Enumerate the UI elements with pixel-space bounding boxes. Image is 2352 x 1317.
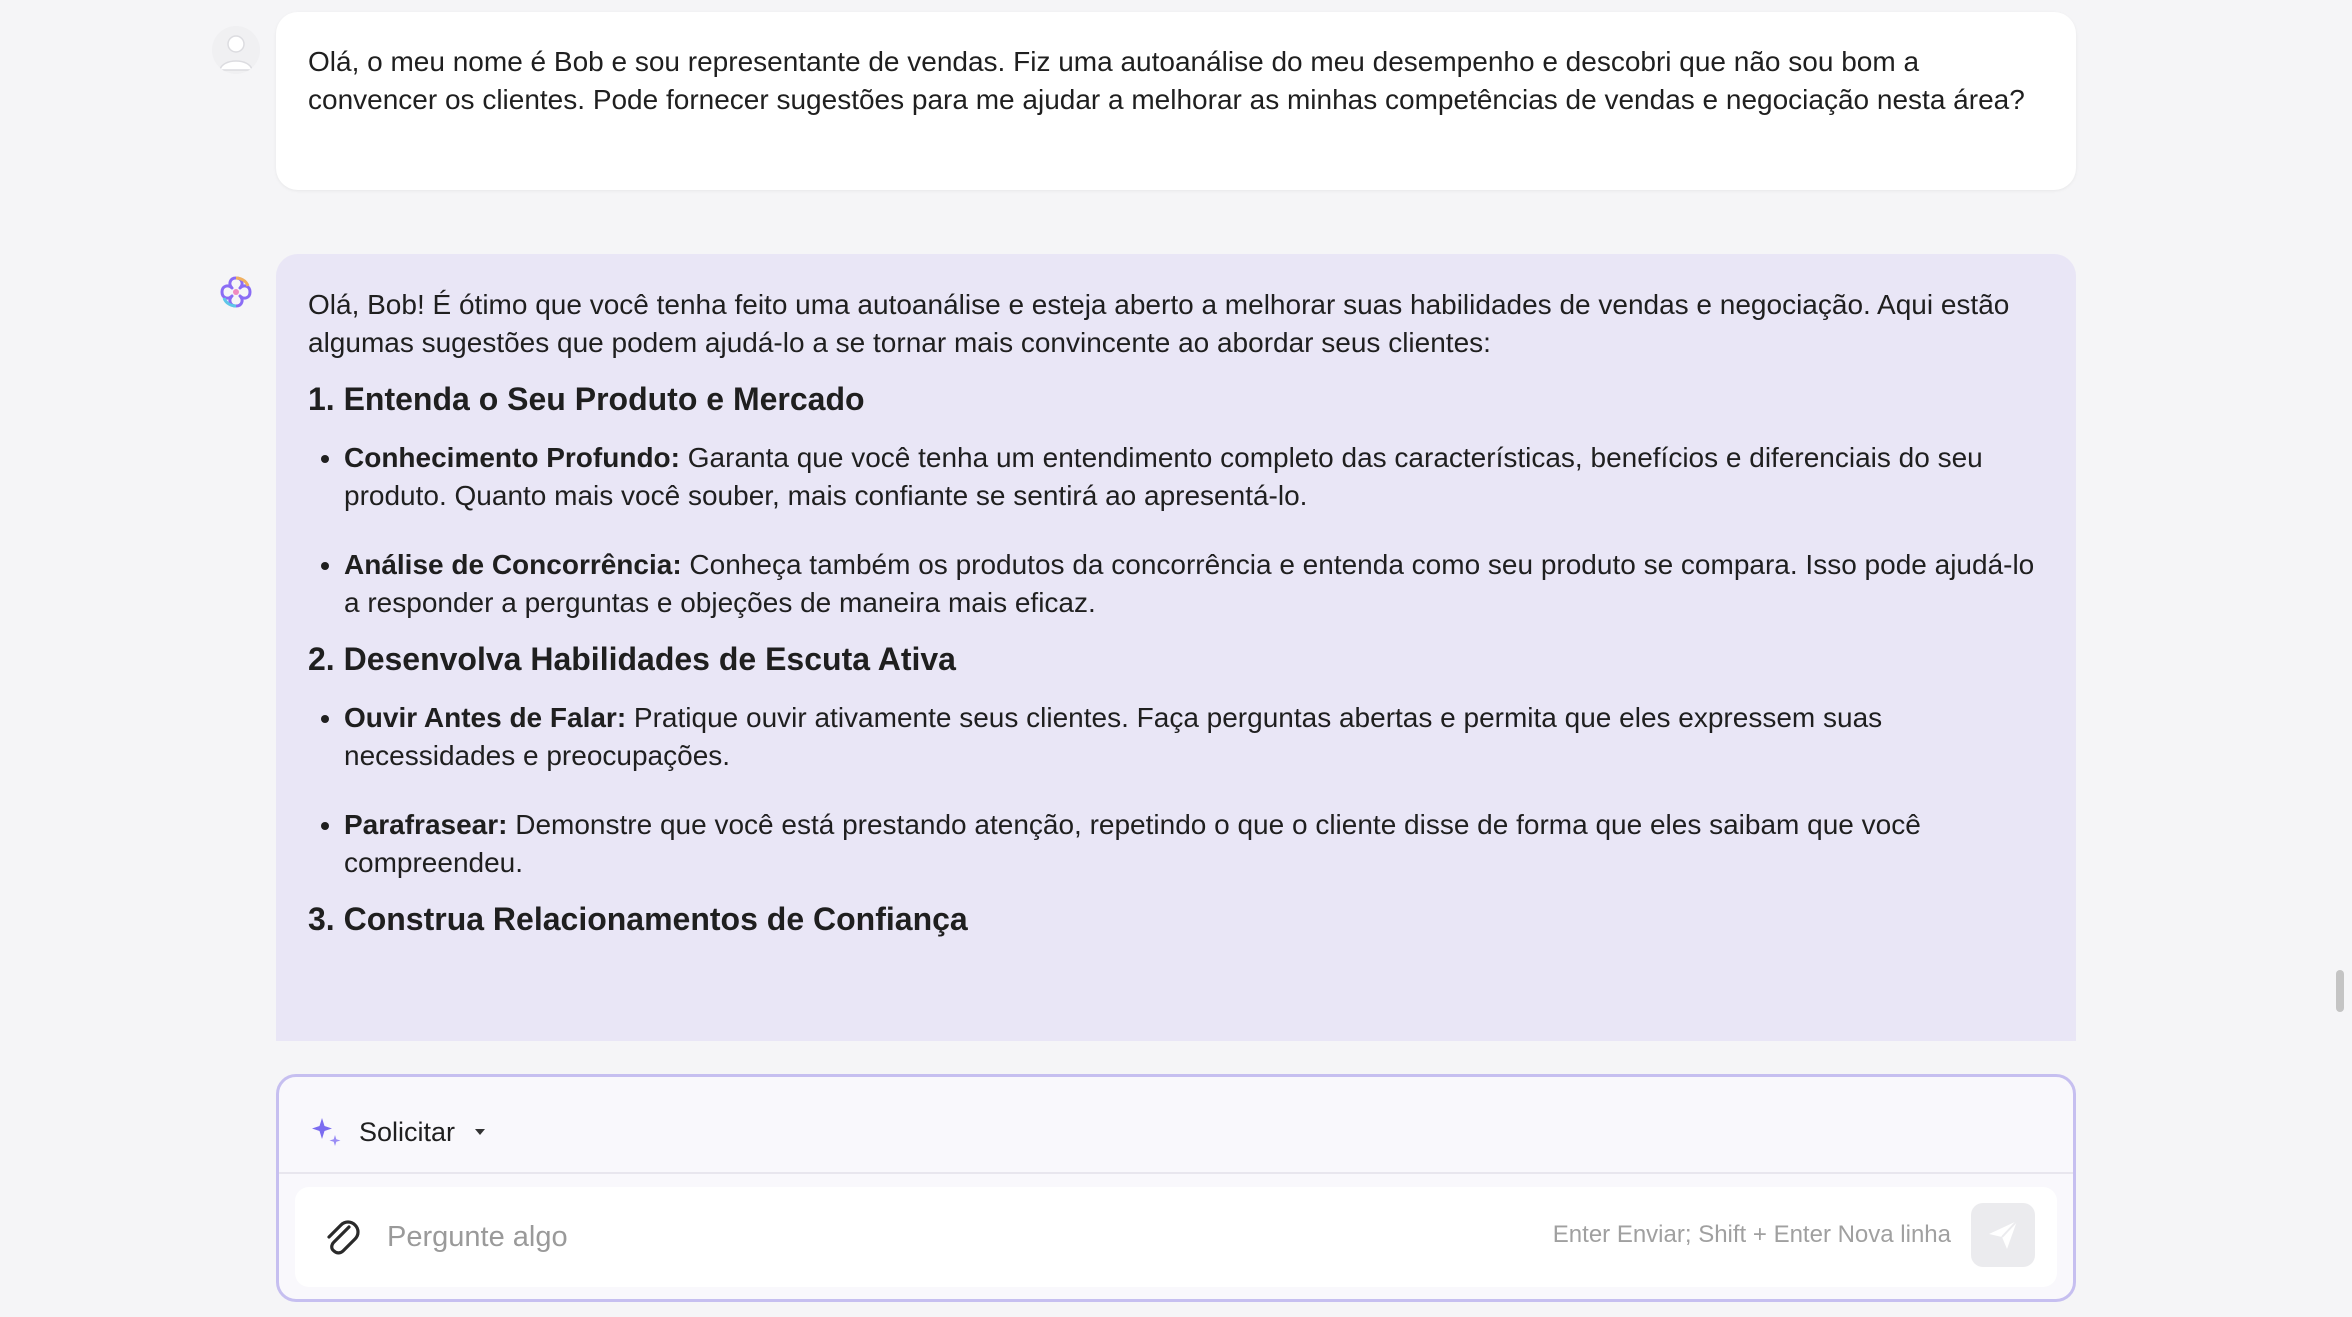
list-item-text: Conheça também os produtos da concorrência e entenda como seu produto se compara. Isso pode ajudá-lo a responder a perguntas e objeções de maneira mais eficaz.	[344, 549, 2035, 618]
assistant-message-bubble	[276, 254, 2076, 1041]
ask-input[interactable]	[385, 1211, 1389, 1263]
list-item	[344, 546, 2040, 621]
list-item	[344, 699, 2040, 774]
section-heading: 3. Construa Relacionamentos de Confiança	[308, 901, 968, 937]
paperclip-icon[interactable]	[319, 1215, 365, 1261]
section-list	[308, 699, 2040, 881]
send-icon	[1985, 1217, 2021, 1253]
list-item	[344, 806, 2040, 881]
mode-selector[interactable]	[309, 1107, 487, 1157]
list-item-term: Conhecimento Profundo:	[344, 442, 680, 473]
list-item-text: Demonstre que você está prestando atenção, repetindo o que o cliente disse de forma que eles saibam que você compreendeu.	[344, 809, 1921, 878]
section-heading: 1. Entenda o Seu Produto e Mercado	[308, 381, 865, 417]
sparkle-icon	[309, 1115, 343, 1149]
user-avatar-icon	[212, 26, 260, 74]
scrollbar-thumb[interactable]	[2336, 970, 2344, 1012]
list-item	[344, 439, 2040, 514]
clipped-content	[308, 959, 2040, 989]
keyboard-hint: Enter Enviar; Shift + Enter Nova linha	[1552, 1221, 1951, 1248]
list-item-term: Parafrasear:	[344, 809, 508, 840]
input-row	[295, 1187, 2057, 1287]
composer	[276, 1074, 2076, 1302]
assistant-logo-icon	[218, 274, 254, 310]
divider	[279, 1172, 2073, 1174]
list-item-term: Ouvir Antes de Falar:	[344, 702, 627, 733]
user-message-bubble	[276, 12, 2076, 190]
send-button[interactable]	[1971, 1203, 2035, 1267]
section-heading: 2. Desenvolva Habilidades de Escuta Ativa	[308, 641, 956, 677]
chevron-down-icon	[473, 1127, 487, 1137]
list-item-text: Garanta que você tenha um entendimento completo das características, benefícios e diferenciais do seu produto. Quanto mais você souber, mais confiante se sentirá ao apresentá-lo.	[344, 442, 1983, 511]
section-list	[308, 439, 2040, 621]
assistant-intro: Olá, Bob! É ótimo que você tenha feito uma autoanálise e esteja aberto a melhorar suas habilidades de vendas e negociação. Aqui estão algumas sugestões que podem ajudá-lo a se tornar mais convincente ao abordar seus clientes:	[308, 289, 2010, 358]
list-item-term: Análise de Concorrência:	[344, 549, 682, 580]
list-item-text: Pratique ouvir ativamente seus clientes. Faça perguntas abertas e permita que eles expressem suas necessidades e preocupações.	[344, 702, 1883, 771]
mode-label: Solicitar	[359, 1116, 456, 1147]
user-message-text: Olá, o meu nome é Bob e sou representante de vendas. Fiz uma autoanálise do meu desempenho e descobri que não sou bom a convencer os clientes. Pode fornecer sugestões para me ajudar a melhorar as minhas competências de vendas e negociação nesta área?	[308, 46, 2025, 115]
